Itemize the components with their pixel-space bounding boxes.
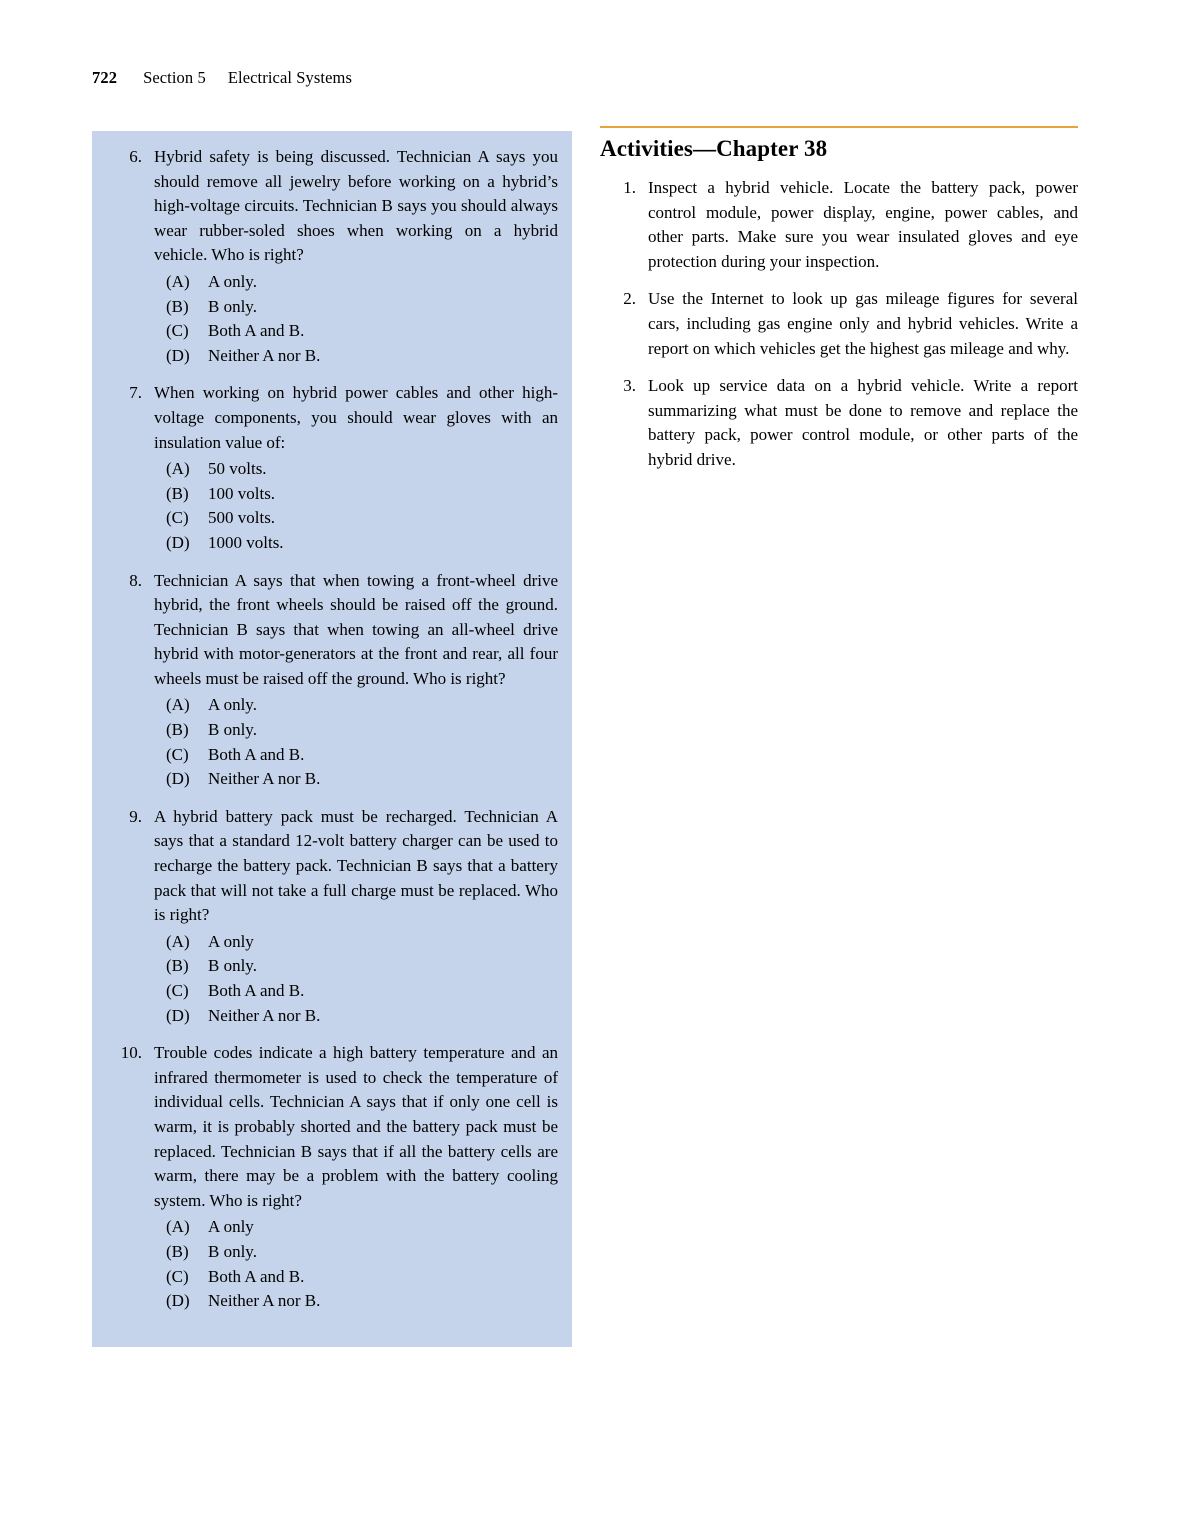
page-number: 722	[92, 68, 118, 87]
activity-text: Look up service data on a hybrid vehicle. Write a report summarizing what must be done to remove and replace the battery pack, power control module, or other parts of the hybrid drive.	[648, 376, 1078, 469]
choice-text: Both A and B.	[208, 1266, 305, 1286]
choice-item[interactable]	[106, 1240, 558, 1265]
choice-item[interactable]	[106, 693, 558, 718]
choice-label: (A)	[166, 695, 190, 715]
activity-item	[600, 287, 1078, 361]
choice-item[interactable]	[106, 930, 558, 955]
choice-text: Both A and B.	[208, 321, 305, 341]
choice-text: Neither A nor B.	[208, 1291, 321, 1311]
choice-label: (A)	[166, 1217, 190, 1237]
choice-text: A only.	[208, 271, 257, 291]
question-item	[106, 1041, 558, 1213]
choice-label: (C)	[166, 1266, 189, 1286]
question-item	[106, 381, 558, 455]
choice-item[interactable]	[106, 1215, 558, 1240]
choice-label: (B)	[166, 1241, 189, 1261]
question-item	[106, 569, 558, 692]
choice-item[interactable]	[106, 295, 558, 320]
question-text: When working on hybrid power cables and other high-voltage components, you should wear gloves with an insulation value of:	[154, 383, 558, 452]
choice-label: (A)	[166, 459, 190, 479]
question-text: Technician A says that when towing a front-wheel drive hybrid, the front wheels should be raised off the ground. Technician B says that when towing an all-wheel drive hybrid with motor-generators at the front and rear, all four wheels must be raised off the ground. Who is right?	[154, 570, 558, 688]
question-number: 9.	[129, 806, 142, 826]
choice-item[interactable]	[106, 482, 558, 507]
choice-label: (D)	[166, 769, 190, 789]
choice-item[interactable]	[106, 457, 558, 482]
choice-item[interactable]	[106, 767, 558, 792]
question-number: 7.	[129, 383, 142, 403]
review-questions-block	[92, 131, 572, 1347]
question-number: 8.	[129, 570, 142, 590]
activity-text: Use the Internet to look up gas mileage figures for several cars, including gas engine only and hybrid vehicles. Write a report on which vehicles get the highest gas mileage and why.	[648, 289, 1078, 358]
choice-label: (D)	[166, 345, 190, 365]
choice-text: B only.	[208, 956, 257, 976]
choice-label: (D)	[166, 1005, 190, 1025]
choice-text: 100 volts.	[208, 483, 276, 503]
choice-text: B only.	[208, 720, 257, 740]
choice-list	[106, 457, 558, 555]
choice-item[interactable]	[106, 270, 558, 295]
choice-text: A only	[208, 1217, 254, 1237]
choice-text: Both A and B.	[208, 981, 305, 1000]
choice-item[interactable]	[106, 1265, 558, 1290]
question-text: Trouble codes indicate a high battery temperature and an infrared thermometer is used to check the temperature of individual cells. Technician A says that if only one cell is warm, it is probably shorted and the battery pack must be replaced. Technician B says that if all the battery cells are warm, there may be a problem with the battery cooling system. Who is right?	[154, 1043, 558, 1210]
choice-item[interactable]	[106, 506, 558, 531]
choice-item[interactable]	[106, 1004, 558, 1029]
left-column	[92, 131, 572, 1347]
choice-label: (B)	[166, 720, 189, 740]
question-text: Hybrid safety is being discussed. Technician A says you should remove all jewelry before working on a hybrid’s high-voltage circuits. Technician B says you should always wear rubber-soled shoes when working on a hybrid vehicle. Who is right?	[154, 147, 558, 265]
activity-number: 3.	[623, 376, 636, 396]
choice-label: (B)	[166, 296, 189, 316]
choice-text: 50 volts.	[208, 459, 267, 479]
choice-item[interactable]	[106, 718, 558, 743]
choice-list	[106, 270, 558, 368]
activity-number: 1.	[623, 178, 636, 197]
activities-heading: Activities—Chapter 38	[600, 136, 828, 161]
choice-text: A only	[208, 931, 254, 951]
question-number: 10.	[120, 1043, 142, 1063]
choice-label: (A)	[166, 931, 190, 951]
choice-label: (D)	[166, 532, 190, 552]
activity-item	[600, 374, 1078, 472]
page-header	[92, 68, 352, 88]
activity-text: Inspect a hybrid vehicle. Locate the battery pack, power control module, power display, engine, power cables, and other parts. Make sure you wear insulated gloves and eye protection during your inspection.	[648, 178, 1078, 271]
choice-label: (B)	[166, 956, 189, 976]
section-rule	[600, 126, 1078, 128]
choice-label: (C)	[166, 321, 189, 341]
activity-number: 2.	[623, 289, 636, 309]
choice-label: (C)	[166, 981, 189, 1000]
choice-item[interactable]	[106, 743, 558, 768]
choice-label: (C)	[166, 744, 189, 764]
choice-item[interactable]	[106, 344, 558, 369]
choice-text: A only.	[208, 695, 257, 715]
choice-text: Neither A nor B.	[208, 345, 321, 365]
question-item	[106, 805, 558, 928]
choice-label: (A)	[166, 271, 190, 291]
choice-item[interactable]	[106, 1289, 558, 1314]
choice-list	[106, 1215, 558, 1313]
choice-item[interactable]	[106, 954, 558, 979]
choice-text: Neither A nor B.	[208, 1005, 321, 1025]
choice-item[interactable]	[106, 319, 558, 344]
choice-text: 1000 volts.	[208, 532, 284, 552]
section-title: Electrical Systems	[227, 68, 352, 87]
choice-item[interactable]	[106, 531, 558, 556]
choice-text: Neither A nor B.	[208, 769, 321, 789]
choice-label: (D)	[166, 1291, 190, 1311]
choice-text: Both A and B.	[208, 744, 305, 764]
choice-list	[106, 693, 558, 791]
question-number: 6.	[129, 147, 142, 166]
activity-item	[600, 176, 1078, 274]
choice-text: B only.	[208, 296, 257, 316]
choice-text: B only.	[208, 1241, 257, 1261]
choice-label: (B)	[166, 483, 189, 503]
choice-list	[106, 930, 558, 1028]
section-label: Section 5	[143, 68, 206, 87]
question-item	[106, 145, 558, 268]
question-text: A hybrid battery pack must be recharged. Technician A says that a standard 12-volt battery charger can be used to recharge the battery pack. Technician B says that a battery pack that will not take a full charge must be replaced. Who is right?	[154, 806, 558, 925]
choice-text: 500 volts.	[208, 508, 276, 528]
choice-item[interactable]	[106, 979, 558, 1004]
right-column	[600, 126, 1078, 486]
choice-label: (C)	[166, 508, 189, 528]
